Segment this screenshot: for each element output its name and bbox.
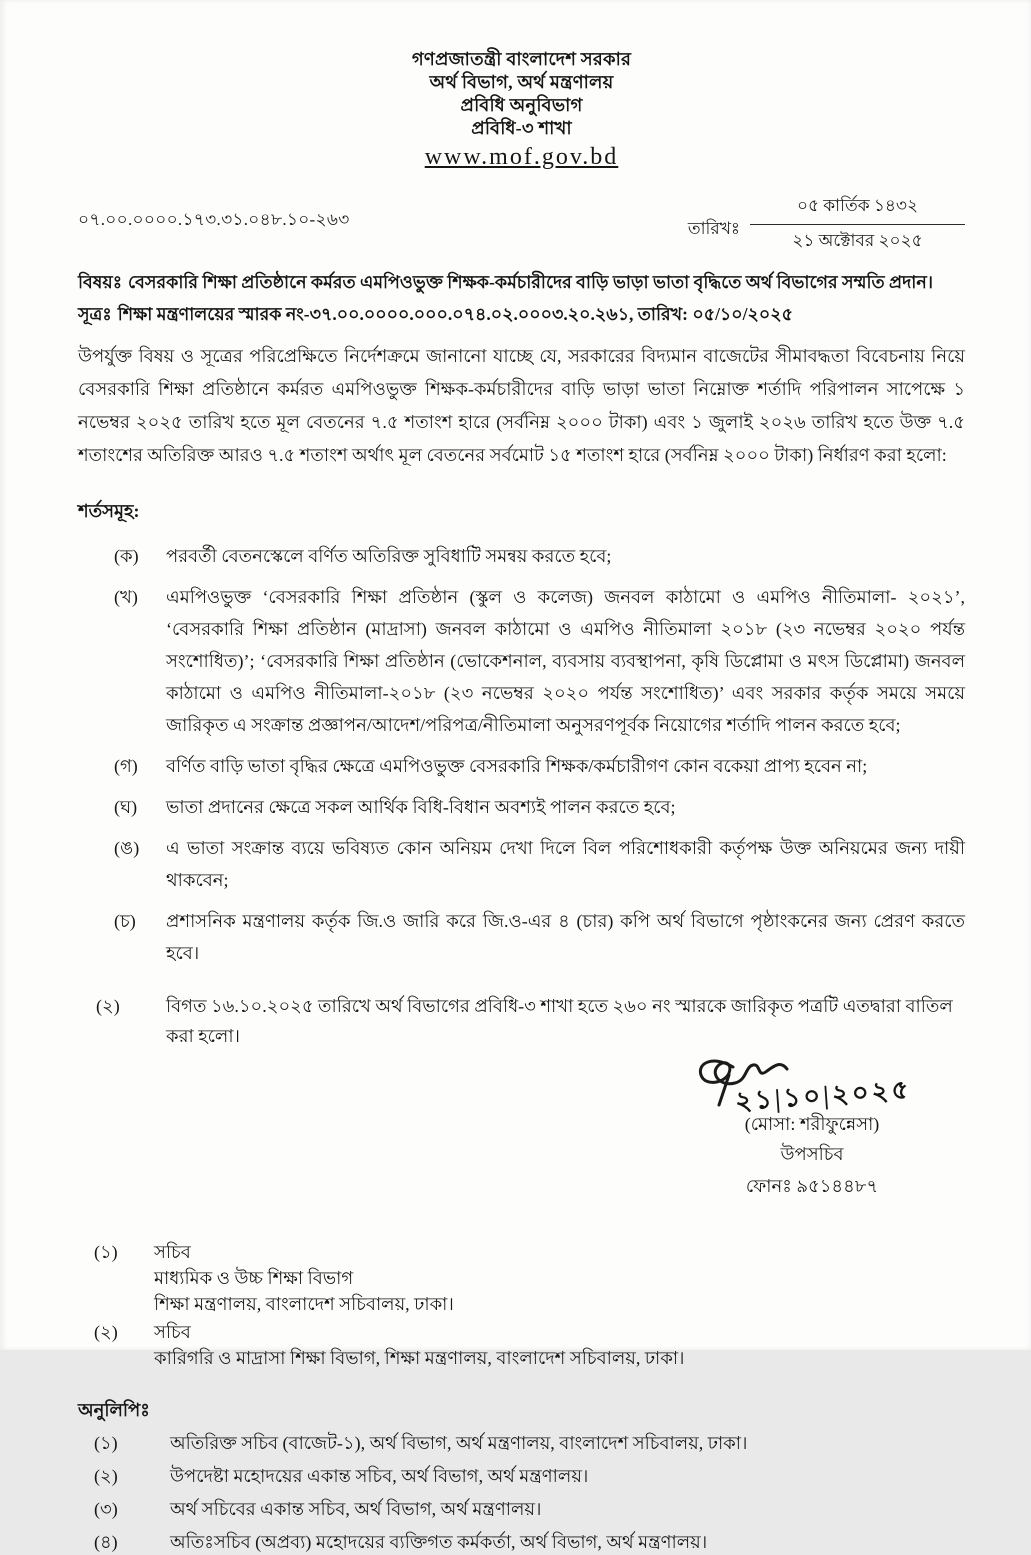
signature-date-handwritten: ২১|১০|২০২৫ bbox=[734, 1074, 913, 1117]
closing-paragraph-number: (২) bbox=[96, 996, 120, 1016]
recipient-item bbox=[78, 1239, 965, 1317]
recipient-line: শিক্ষা মন্ত্রণালয়, বাংলাদেশ সচিবালয়, ঢাকা। bbox=[154, 1294, 454, 1314]
condition-text: এ ভাতা সংক্রান্ত ব্যয়ে ভবিষ্যত কোন অনিয়ম দেখা দিলে বিল পরিশোধকারী কর্তৃপক্ষ উক্ত অনিয়মের জন্য দায়ী থাকবেন; bbox=[166, 838, 965, 890]
copy-text: উপদেষ্টা মহোদয়ের একান্ত সচিব, অর্থ বিভাগ, অর্থ মন্ত্রণালয়। bbox=[170, 1466, 589, 1486]
reference-line bbox=[78, 301, 965, 328]
recipient-address bbox=[154, 1319, 965, 1371]
closing-paragraph-text: বিগত ১৬.১০.২০২৫ তারিখে অর্থ বিভাগের প্রবিধি-৩ শাখা হতে ২৬০ নং স্মারকে জারিকৃত পত্রটি এতদ্বারা বাতিল করা হলো। bbox=[166, 996, 953, 1046]
sub-division: প্রবিধি অনুবিভাগ bbox=[460, 95, 583, 115]
body-paragraph: উপর্যুক্ত বিষয় ও সূত্রের পরিপ্রেক্ষিতে নির্দেশক্রমে জানানো যাচ্ছে যে, সরকারের বিদ্যমান বাজেটের সীমাবদ্ধতা বিবেচনায় নিয়ে বেসরকারি শিক্ষা প্রতিষ্ঠানে কর্মরত এমপিওভুক্ত শিক্ষক-কর্মচারীদের বাড়ি ভাড়া ভাতা নিম্নোক্ত শর্তাদি পরিপালন সাপেক্ষে ১ নভেম্বর ২০২৫ তারিখ হতে মূল বেতনের ৭.৫ শতাংশ হারে (সর্বনিম্ন ২০০০ টাকা) এবং ১ জুলাই ২০২৬ তারিখ হতে উক্ত ৭.৫ শতাংশের অতিরিক্ত আরও ৭.৫ শতাংশ অর্থাৎ মূল বেতনের সর্বমোট ১৫ শতাংশ হারে (সর্বনিম্ন ২০০০ টাকা) নির্ধারণ করা হলো: bbox=[78, 346, 965, 465]
letterhead bbox=[78, 48, 965, 171]
copy-text: অর্থ সচিবের একান্ত সচিব, অর্থ বিভাগ, অর্থ মন্ত্রণালয়। bbox=[170, 1499, 542, 1519]
subject-label: বিষয়ঃ bbox=[78, 272, 123, 292]
copy-number: (২) bbox=[94, 1466, 118, 1486]
recipient-line: মাধ্যমিক ও উচ্চ শিক্ষা বিভাগ bbox=[154, 1268, 354, 1288]
condition-item bbox=[114, 750, 965, 782]
copy-item bbox=[78, 1463, 965, 1489]
division-ministry: অর্থ বিভাগ, অর্থ মন্ত্রণালয় bbox=[429, 72, 614, 92]
condition-text: প্রশাসনিক মন্ত্রণালয় কর্তৃক জি.ও জারি করে জি.ও-এর ৪ (চার) কপি অর্থ বিভাগে পৃষ্ঠাংকনের জন্য প্রেরণ করতে হবে। bbox=[166, 911, 965, 963]
condition-text: বর্ণিত বাড়ি ভাতা বৃদ্ধির ক্ষেত্রে এমপিওভুক্ত বেসরকারি শিক্ষক/কর্মচারীগণ কোন বকেয়া প্রাপ্য হবেন না; bbox=[166, 756, 868, 776]
memo-number: ০৭.০০.০০০০.১৭৩.৩১.০৪৮.১০-২৬৩ bbox=[78, 210, 350, 229]
condition-label: (ঘ) bbox=[114, 797, 138, 817]
branch-name: প্রবিধি-৩ শাখা bbox=[471, 118, 572, 138]
copy-number: (৪) bbox=[94, 1532, 118, 1552]
subject-text: বেসরকারি শিক্ষা প্রতিষ্ঠানে কর্মরত এমপিওভুক্ত শিক্ষক-কর্মচারীদের বাড়ি ভাড়া ভাতা বৃদ্ধিতে অর্থ বিভাগের সম্মতি প্রদান। bbox=[128, 272, 934, 292]
copy-number: (৩) bbox=[94, 1499, 118, 1519]
condition-label: (গ) bbox=[114, 756, 138, 776]
meta-row bbox=[78, 193, 965, 256]
condition-item bbox=[114, 540, 965, 572]
signatory-phone: ফোনঃ ৯৫১৪৪৮৭ bbox=[745, 1176, 879, 1196]
date-block bbox=[688, 193, 965, 256]
date-bangla-calendar: ০৫ কার্তিক ১৪৩২ bbox=[750, 193, 965, 225]
condition-label: (ঙ) bbox=[114, 838, 140, 858]
conditions-list bbox=[114, 540, 965, 969]
recipient-line: কারিগরি ও মাদ্রাসা শিক্ষা বিভাগ, শিক্ষা মন্ত্রণালয়, বাংলাদেশ সচিবালয়, ঢাকা। bbox=[154, 1348, 685, 1368]
date-values bbox=[750, 193, 965, 256]
copy-item bbox=[78, 1529, 965, 1555]
copy-item bbox=[78, 1496, 965, 1522]
condition-item bbox=[114, 791, 965, 823]
condition-item bbox=[114, 832, 965, 896]
conditions-heading: শর্তসমূহ: bbox=[78, 501, 140, 521]
website-link[interactable]: www.mof.gov.bd bbox=[424, 144, 619, 170]
recipient-line: সচিব bbox=[154, 1242, 191, 1262]
condition-item bbox=[114, 581, 965, 741]
closing-paragraph bbox=[78, 991, 965, 1051]
recipient-address bbox=[154, 1239, 965, 1317]
copies-heading: অনুলিপিঃ bbox=[78, 1400, 150, 1420]
copy-text: অতিরিক্ত সচিব (বাজেট-১), অর্থ বিভাগ, অর্থ মন্ত্রণালয়, বাংলাদেশ সচিবালয়, ঢাকা। bbox=[170, 1433, 748, 1453]
condition-label: (খ) bbox=[114, 587, 138, 607]
condition-item bbox=[114, 905, 965, 969]
handwritten-signature bbox=[687, 1053, 937, 1117]
recipient-item bbox=[78, 1319, 965, 1371]
copy-text: অতিঃসচিব (অপ্রব্য) মহোদয়ের ব্যক্তিগত কর্মকর্তা, অর্থ বিভাগ, অর্থ মন্ত্রণালয়। bbox=[170, 1532, 708, 1552]
date-gregorian: ২১ অক্টোবর ২০২৫ bbox=[792, 231, 923, 250]
condition-label: (চ) bbox=[114, 911, 136, 931]
signatory-designation: উপসচিব bbox=[780, 1144, 844, 1164]
recipient-number: (২) bbox=[94, 1322, 118, 1342]
government-name: গণপ্রজাতন্ত্রী বাংলাদেশ সরকার bbox=[411, 49, 632, 69]
copy-number: (১) bbox=[94, 1433, 118, 1453]
condition-text: ভাতা প্রদানের ক্ষেত্রে সকল আর্থিক বিধি-বিধান অবশ্যই পালন করতে হবে; bbox=[166, 797, 676, 817]
recipients-list bbox=[78, 1239, 965, 1371]
condition-text: পরবর্তী বেতনস্কেলে বর্ণিত অতিরিক্ত সুবিধাটি সমন্বয় করতে হবে; bbox=[166, 546, 612, 566]
subject-line bbox=[78, 269, 965, 296]
condition-text: এমপিওভুক্ত ‘বেসরকারি শিক্ষা প্রতিষ্ঠান (স্কুল ও কলেজ) জনবল কাঠামো ও এমপিও নীতিমালা- ২০২১’, ‘বেসরকারি শিক্ষা প্রতিষ্ঠান (মাদ্রাসা) জনবল কাঠামো ও এমপিও নীতিমালা ২০১৮ (২৩ নভেম্বর ২০২০ পর্যন্ত সংশোধিত)’; ‘বেসরকারি শিক্ষা প্রতিষ্ঠান (ভোকেশনাল, ব্যবসায় ব্যবস্থাপনা, কৃষি ডিপ্লোমা ও মৎস ডিপ্লোমা) জনবল কাঠামো ও এমপিও নীতিমালা-২০১৮ (২৩ নভেম্বর ২০২০ পর্যন্ত সংশোধিত)’ এবং সরকার কর্তৃক সময়ে সময়ে জারিকৃত এ সংক্রান্ত প্রজ্ঞাপন/আদেশ/পরিপত্র/নীতিমালা অনুসরণপূর্বক নিয়োগের শর্তাদি পালন করতে হবে; bbox=[166, 587, 965, 735]
date-label: তারিখঃ bbox=[687, 218, 740, 238]
recipient-number: (১) bbox=[94, 1242, 118, 1262]
signatory-name: (মোসা: শরীফুন্নেসা) bbox=[744, 1114, 880, 1134]
signature-block bbox=[687, 1053, 937, 1199]
reference-text: শিক্ষা মন্ত্রণালয়ের স্মারক নং-৩৭.০০.০০০০.০০০.০৭৪.০২.০০০৩.২০.২৬১, তারিখ: ০৫/১০/২০২৫ bbox=[117, 304, 794, 324]
condition-label: (ক) bbox=[114, 546, 139, 566]
reference-label: সূত্রঃ bbox=[78, 304, 112, 324]
recipient-line: সচিব bbox=[154, 1322, 191, 1342]
copy-item bbox=[78, 1430, 965, 1456]
copies-section bbox=[78, 1397, 965, 1555]
